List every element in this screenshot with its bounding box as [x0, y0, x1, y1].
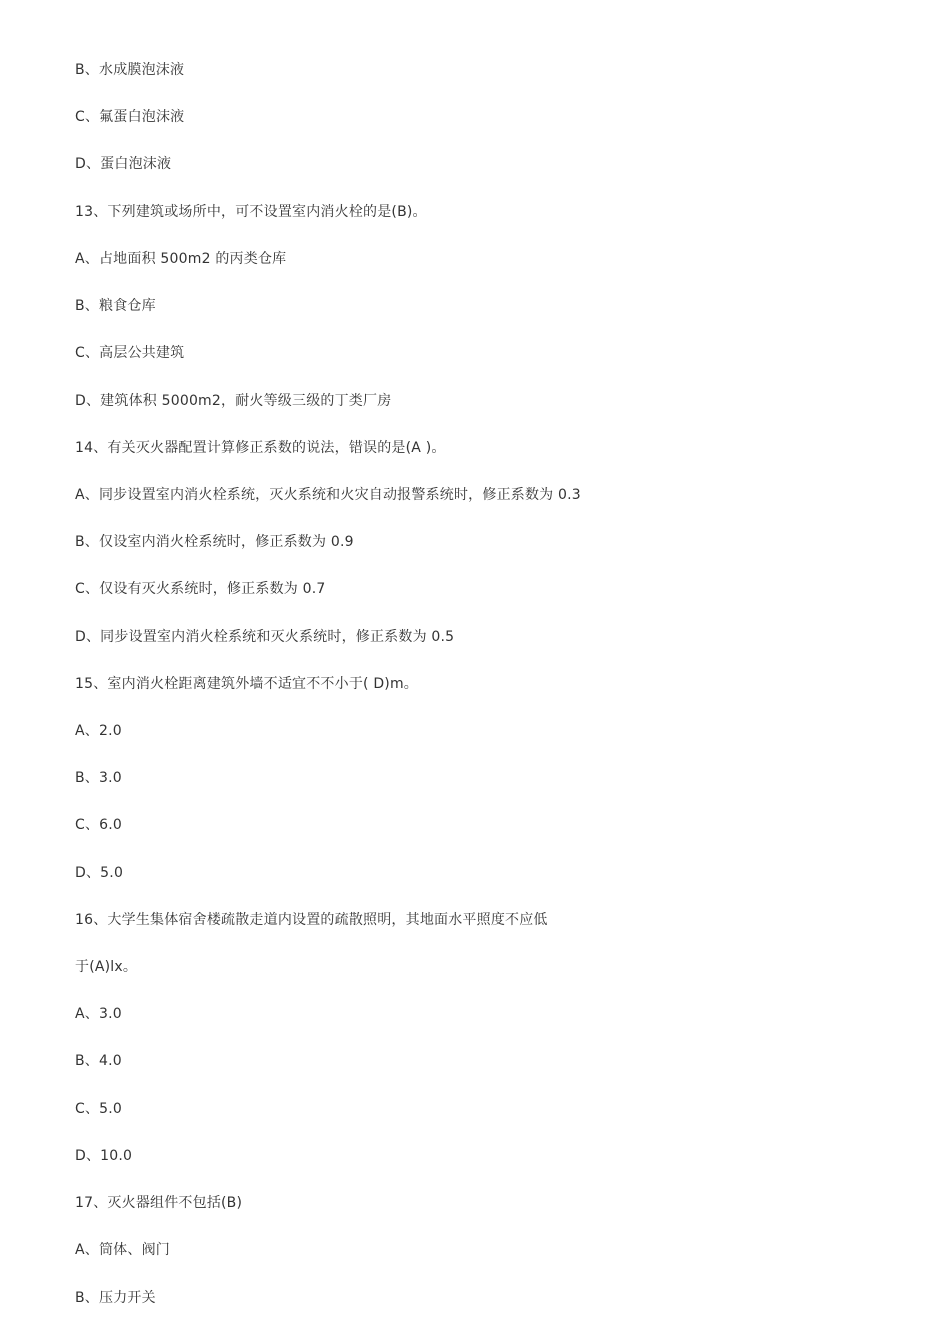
option-d-line: D、蛋白泡沫液 [75, 156, 172, 172]
question-14: 14、有关灭火器配置计算修正系数的说法，错误的是(A )。 [75, 440, 446, 456]
q14-option-d: D、同步设置室内消火栓系统和灭火系统时，修正系数为 0.5 [75, 629, 455, 645]
q13-option-a: A、占地面积 500m2 的丙类仓库 [75, 251, 287, 267]
q16-option-d: D、10.0 [75, 1148, 133, 1164]
q16-option-b: B、4.0 [75, 1053, 122, 1069]
q13-option-d: D、建筑体积 5000m2，耐火等级三级的丁类厂房 [75, 393, 392, 409]
question-15: 15、室内消火栓距离建筑外墙不适宜不不小于( D)m。 [75, 676, 419, 692]
q16-option-a: A、3.0 [75, 1006, 122, 1022]
q17-option-b: B、压力开关 [75, 1290, 156, 1306]
q17-option-a: A、筒体、阀门 [75, 1242, 170, 1258]
question-16-cont: 于(A)lx。 [75, 959, 138, 975]
option-c-line: C、氟蛋白泡沫液 [75, 109, 185, 125]
q15-option-d: D、5.0 [75, 865, 124, 881]
option-b-line: B、水成膜泡沫液 [75, 62, 185, 78]
q13-option-b: B、粮食仓库 [75, 298, 156, 314]
q15-option-c: C、6.0 [75, 817, 123, 833]
q16-option-c: C、5.0 [75, 1101, 123, 1117]
q14-option-a: A、同步设置室内消火栓系统，灭火系统和火灾自动报警系统时，修正系数为 0.3 [75, 487, 581, 503]
q14-option-b: B、仅设室内消火栓系统时，修正系数为 0.9 [75, 534, 354, 550]
question-16: 16、大学生集体宿舍楼疏散走道内设置的疏散照明，其地面水平照度不应低 [75, 912, 548, 928]
q15-option-b: B、3.0 [75, 770, 122, 786]
q14-option-c: C、仅设有灭火系统时，修正系数为 0.7 [75, 581, 326, 597]
q13-option-c: C、高层公共建筑 [75, 345, 185, 361]
q15-option-a: A、2.0 [75, 723, 122, 739]
question-13: 13、下列建筑或场所中，可不设置室内消火栓的是(B)。 [75, 204, 427, 220]
question-17: 17、灭火器组件不包括(B) [75, 1195, 243, 1211]
